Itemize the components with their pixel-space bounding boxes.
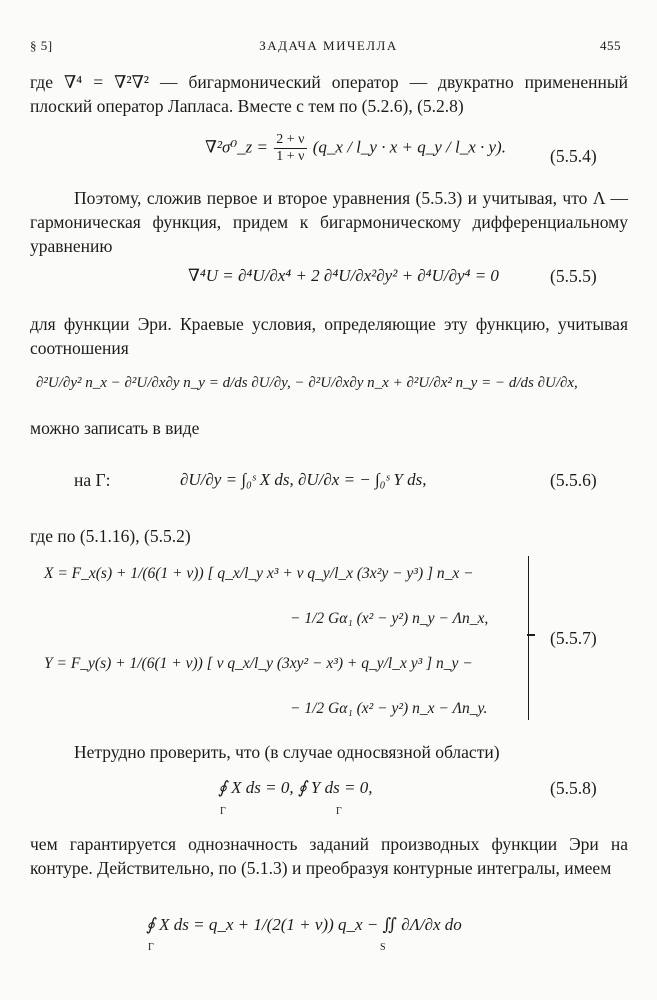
equation-5-5-7-line-1: X = F_x(s) + 1/(6(1 + ν)) [ q_x/l_y x³ + ν q_y/l_x (3x²y − y³) ] n_x − (44, 565, 474, 582)
equation-5-5-4-fraction (274, 132, 306, 165)
equation-5-5-6-prefix: на Γ: (74, 470, 111, 490)
equation-5-5-7-brace-tip (527, 634, 535, 636)
equation-number-5-5-6: (5.5.6) (550, 470, 597, 490)
equation-5-5-8-contour-sub-2: Γ (336, 806, 342, 817)
paragraph-6: Нетрудно проверить, что (в случае односвязной области) (74, 742, 500, 762)
equation-5-5-6: ∂U/∂y = ∫₀ˢ X ds, ∂U/∂x = − ∫₀ˢ Y ds, (180, 470, 427, 489)
paragraph-5: где по (5.1.16), (5.5.2) (30, 526, 191, 546)
paragraph-4: можно записать в виде (30, 418, 200, 438)
page-number: 455 (600, 38, 621, 53)
equation-number-5-5-4: (5.5.4) (550, 146, 597, 166)
paragraph-3: для функции Эри. Краевые условия, определяющие эту функцию, учитывая соотношения (30, 314, 628, 358)
final-contour-integral: ∮ X ds = q_x + 1/(2(1 + ν)) q_x − ∬ ∂Λ/∂x do (146, 915, 462, 934)
running-header-title: ЗАДАЧА МИЧЕЛЛА (259, 38, 398, 53)
equation-number-5-5-5: (5.5.5) (550, 266, 597, 286)
equation-5-5-7-line-4: − 1/2 Gα₁ (x² − y²) n_x − Λn_y. (290, 700, 488, 717)
equation-5-5-5: ∇⁴U = ∂⁴U/∂x⁴ + 2 ∂⁴U/∂x²∂y² + ∂⁴U/∂y⁴ = 0 (188, 266, 499, 285)
equation-5-5-4-rest: (q_x / l_y · x + q_y / l_x · y). (312, 137, 506, 157)
equation-5-5-8: ∮ X ds = 0, ∮ Y ds = 0, (218, 778, 373, 797)
equation-number-5-5-8: (5.5.8) (550, 778, 597, 798)
equation-5-5-4 (205, 132, 506, 165)
running-header-section: § 5] (30, 38, 53, 53)
equation-5-5-7-brace (520, 556, 529, 720)
final-integral-contour-sub: Γ (148, 942, 154, 953)
equation-5-5-4-numerator: 2 + ν (276, 132, 305, 147)
equation-5-5-4-lhs: ∇²σ⁰_z = (205, 137, 269, 157)
equation-number-5-5-7: (5.5.7) (550, 628, 597, 648)
equation-5-5-4-denominator: 1 + ν (276, 149, 305, 164)
paragraph-7: чем гарантируется однозначность заданий производных функции Эри на контуре. Действительно, по (5.1.3) и преобразуя контурные интегралы, имеем (30, 834, 628, 878)
paragraph-1: где ∇⁴ = ∇²∇² — бигармонический оператор — двукратно примененный плоский оператор Лапласа. Вместе с тем по (5.2.6), (5.2.8) (30, 72, 628, 116)
equation-5-5-8-contour-sub-1: Γ (220, 806, 226, 817)
equation-5-5-7-line-3: Y = F_y(s) + 1/(6(1 + ν)) [ ν q_x/l_y (3xy² − x³) + q_y/l_x y³ ] n_y − (44, 655, 473, 672)
paragraph-2: Поэтому, сложив первое и второе уравнения (5.5.3) и учитывая, что Λ — гармоническая функция, придем к бигармоническому дифференциальному уравнению (30, 188, 628, 256)
equation-5-5-7-line-2: − 1/2 Gα₁ (x² − y²) n_y − Λn_x, (290, 610, 489, 627)
boundary-relations: ∂²U/∂y² n_x − ∂²U/∂x∂y n_y = d/ds ∂U/∂y, − ∂²U/∂x∂y n_x + ∂²U/∂x² n_y = − d/ds ∂U/∂x, (36, 375, 578, 391)
final-integral-region-sub: S (380, 942, 386, 953)
